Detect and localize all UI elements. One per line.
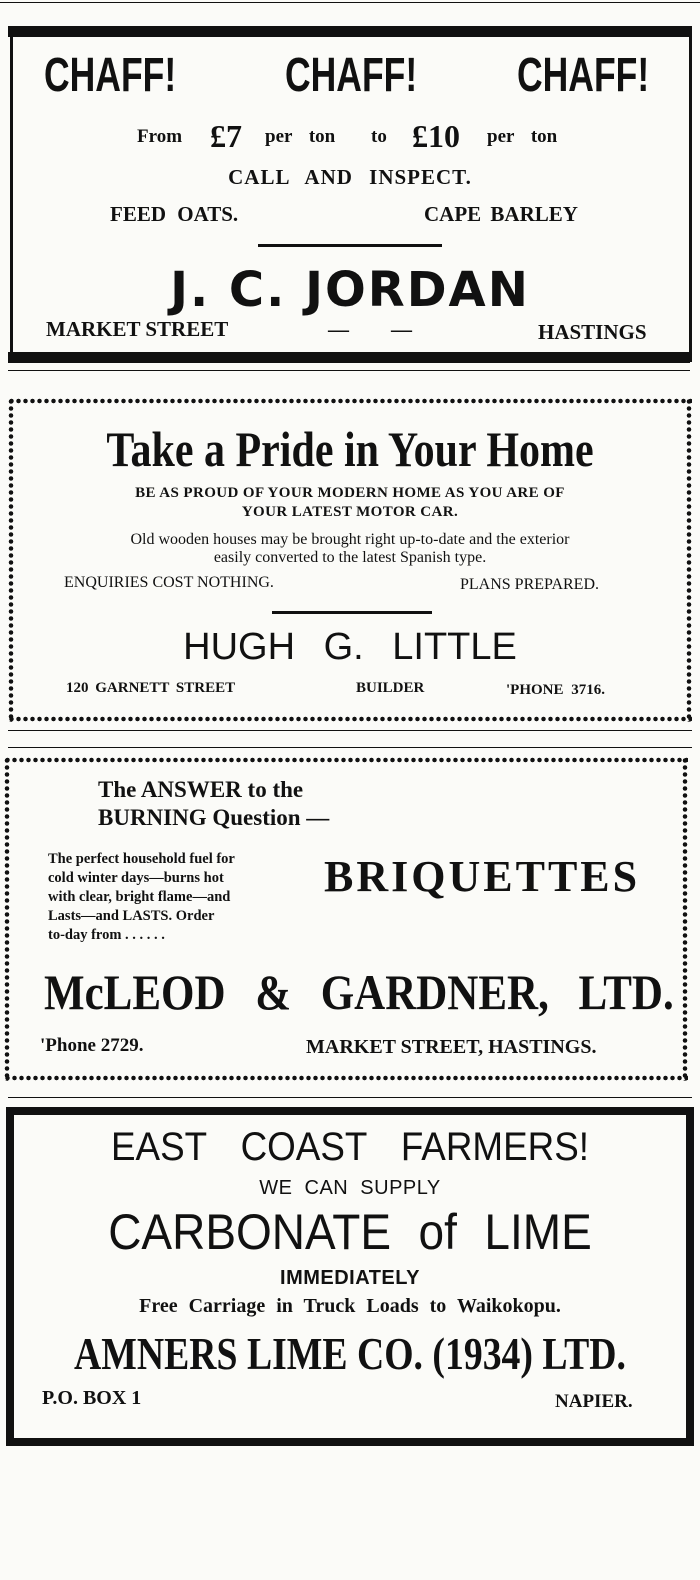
amners-immediately: IMMEDIATELY xyxy=(280,1267,420,1289)
jordan-hastings: HASTINGS xyxy=(538,320,647,344)
little-line-3: Old wooden houses may be brought right up-to-date and the exterior xyxy=(130,531,570,548)
mcleod-border-right xyxy=(682,757,688,1081)
mcleod-body-line: Lasts—and LASTS. Order xyxy=(48,908,215,924)
price-from: From xyxy=(137,126,183,147)
jordan-dashes: — — xyxy=(328,317,412,341)
price-high: £10 xyxy=(412,118,460,154)
little-trade: BUILDER xyxy=(356,680,425,696)
amners-company: AMNERS LIME CO. (1934) LTD. xyxy=(74,1328,626,1379)
cape-barley: CAPE BARLEY xyxy=(424,202,578,226)
jordan-market-street: MARKET STREET xyxy=(46,317,229,341)
little-line-2: YOUR LATEST MOTOR CAR. xyxy=(241,504,459,520)
amners-headline: EAST COAST FARMERS! xyxy=(111,1125,589,1169)
jordan-advertisement xyxy=(0,0,700,380)
little-enquiries: ENQUIRIES COST NOTHING. xyxy=(64,574,274,591)
mcleod-body-line: to-day from . . . . . . xyxy=(48,927,165,943)
little-line-4: easily converted to the latest Spanish type. xyxy=(213,549,487,566)
chaff-3: CHAFF! xyxy=(517,49,650,102)
amners-free-carriage: Free Carriage in Truck Loads to Waikokopu. xyxy=(139,1295,561,1317)
little-border-bottom xyxy=(8,716,692,722)
price-low: £7 xyxy=(210,118,242,154)
mcleod-answer-line-2: BURNING Question — xyxy=(98,805,330,830)
mcleod-top-rule xyxy=(8,747,692,748)
chaff-1: CHAFF! xyxy=(44,49,177,102)
price-per-ton-2: per ton xyxy=(487,126,558,147)
little-plans: PLANS PREPARED. xyxy=(460,576,600,593)
little-under-rule xyxy=(8,730,692,731)
mcleod-border-top xyxy=(4,757,688,763)
price-to: to xyxy=(371,126,387,147)
mcleod-body xyxy=(48,850,318,945)
jordan-bottom-bar xyxy=(8,352,690,363)
chaff-2: CHAFF! xyxy=(285,49,418,102)
amners-po-box: P.O. BOX 1 xyxy=(42,1387,142,1409)
mcleod-answer-line-1: The ANSWER to the xyxy=(98,777,304,802)
little-divider xyxy=(272,611,432,614)
little-name: HUGH G. LITTLE xyxy=(183,626,517,668)
jordan-name: J. C. JORDAN xyxy=(170,262,530,318)
mcleod-advertisement xyxy=(0,745,700,1095)
amners-advertisement xyxy=(0,1095,700,1455)
mcleod-phone: 'Phone 2729. xyxy=(40,1035,144,1056)
little-address: 120 GARNETT STREET xyxy=(66,680,236,696)
jordan-divider xyxy=(258,244,442,247)
amners-top-rule xyxy=(8,1097,692,1098)
call-and-inspect: CALL AND INSPECT. xyxy=(228,165,472,189)
feed-oats: FEED OATS. xyxy=(110,202,239,226)
little-border-top xyxy=(8,398,692,404)
mcleod-border-left xyxy=(4,757,10,1081)
mcleod-body-line: cold winter days—burns hot xyxy=(48,870,224,886)
mcleod-border-bottom xyxy=(4,1075,688,1081)
amners-napier: NAPIER. xyxy=(555,1391,633,1412)
price-line xyxy=(0,118,700,162)
little-headline: Take a Pride in Your Home xyxy=(106,421,594,477)
amners-we-can-supply: WE CAN SUPPLY xyxy=(259,1177,441,1199)
little-line-1: BE AS PROUD OF YOUR MODERN HOME AS YOU ARE OF xyxy=(135,485,565,501)
price-per-ton-1: per ton xyxy=(265,126,336,147)
little-phone: 'PHONE 3716. xyxy=(506,682,606,698)
jordan-under-rule xyxy=(8,370,690,371)
little-advertisement xyxy=(0,390,700,740)
briquettes-heading: BRIQUETTES xyxy=(324,852,641,901)
mcleod-address: MARKET STREET, HASTINGS. xyxy=(306,1036,597,1058)
mcleod-body-line: with clear, bright flame—and xyxy=(48,889,231,905)
mcleod-body-line: The perfect household fuel for xyxy=(48,851,235,867)
amners-product: CARBONATE of LIME xyxy=(108,1204,592,1260)
mcleod-company: McLEOD & GARDNER, LTD. xyxy=(44,964,674,1020)
